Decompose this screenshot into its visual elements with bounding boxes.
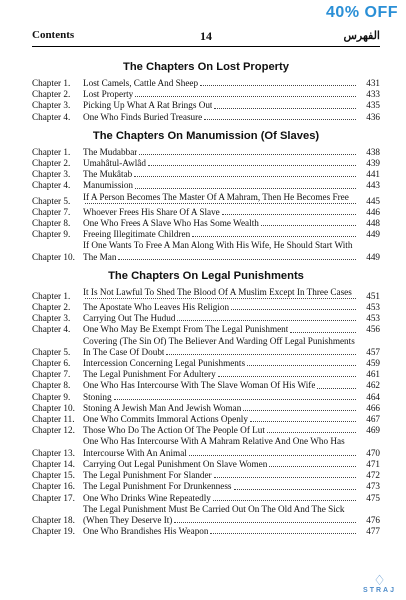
chapter-title-text: Carrying Out Legal Punishment On Slave Women [83, 458, 268, 469]
page-number: 443 [366, 180, 380, 191]
chapter-title [83, 192, 358, 207]
chapter-title-text: The Mukâtab [83, 169, 133, 180]
chapter-title-leader [83, 147, 358, 158]
toc-entry[interactable] [32, 100, 380, 111]
page-number: 459 [366, 358, 380, 369]
dot-leader [148, 165, 356, 166]
chapter-title-text: Lost Property [83, 89, 134, 100]
dot-leader [210, 533, 356, 534]
chapter-title [83, 392, 358, 403]
chapter-label: Chapter 14. [32, 458, 75, 469]
page-number: 435 [366, 100, 380, 111]
chapter-title [83, 89, 358, 100]
page-number: 472 [366, 470, 380, 481]
header-arabic-label: الفهرس [343, 30, 380, 42]
toc-entry[interactable] [32, 147, 380, 158]
toc-entry[interactable] [32, 336, 380, 358]
chapter-title-leader [83, 207, 358, 218]
page-number: 469 [366, 425, 380, 436]
toc-entry[interactable] [32, 414, 380, 425]
chapter-title-text: Carrying Out The Hudud [83, 313, 176, 324]
chapter-title-leader [83, 369, 358, 380]
dot-leader [85, 203, 356, 204]
chapter-title-leader [83, 169, 358, 180]
chapter-title [83, 493, 358, 504]
dot-leader [290, 332, 356, 333]
chapter-label: Chapter 8. [32, 380, 71, 391]
chapter-label: Chapter 7. [32, 369, 71, 380]
page-number: 453 [366, 302, 380, 313]
dot-leader [166, 354, 356, 355]
chapter-title-text: The Man [83, 251, 117, 262]
chapter-title-leader [83, 448, 358, 459]
page-number: 431 [366, 78, 380, 88]
chapter-title [83, 526, 358, 537]
chapter-title-text: Stoning [83, 391, 112, 402]
dot-leader [234, 489, 356, 490]
chapter-title-text: Stoning A Jewish Man And Jewish Woman [83, 402, 242, 413]
chapter-label: Chapter 18. [32, 514, 75, 525]
chapter-label: Chapter 15. [32, 470, 75, 481]
toc-entry[interactable] [32, 436, 380, 458]
page-number: 475 [366, 492, 380, 503]
chapter-label: Chapter 3. [32, 313, 71, 324]
dot-leader [114, 399, 356, 400]
toc-entry[interactable] [32, 112, 380, 123]
toc-entry[interactable] [32, 403, 380, 414]
chapter-title-leader [83, 481, 358, 492]
toc-entry[interactable] [32, 218, 380, 229]
dot-leader [135, 188, 356, 189]
chapter-title-leader [83, 459, 358, 470]
page-number: 473 [366, 481, 380, 492]
dot-leader [204, 119, 356, 120]
toc-entry[interactable] [32, 287, 380, 302]
chapter-title-leader [83, 252, 358, 263]
chapter-title-text: Intercourse With An Animal [83, 447, 187, 458]
chapter-title [83, 425, 358, 436]
dot-leader [222, 214, 356, 215]
page-number: 464 [366, 391, 380, 402]
chapter-label: Chapter 19. [32, 526, 75, 537]
dot-leader [213, 500, 356, 501]
chapter-label: Chapter 11. [32, 414, 75, 425]
chapter-title-leader [83, 515, 358, 526]
dot-leader [118, 259, 356, 260]
chapter-title-text: One Who Has Intercourse With The Slave Woman Of His Wife [83, 380, 316, 391]
toc-entry[interactable] [32, 369, 380, 380]
toc-section [32, 61, 380, 123]
chapter-title-leader [83, 470, 358, 481]
chapter-title-text: One Who Finds Buried Treasure [83, 111, 203, 122]
chapter-label: Chapter 10. [32, 251, 75, 262]
brand-name: STRAJ [363, 587, 396, 594]
page-number: 436 [366, 111, 380, 122]
page-number: 441 [366, 169, 380, 180]
table-of-contents [32, 54, 380, 539]
page-number: 471 [366, 458, 380, 469]
chapter-title-text: The Apostate Who Leaves His Religion [83, 302, 230, 313]
chapter-title-text: Lost Camels, Cattle And Sheep [83, 78, 199, 88]
toc-entry[interactable] [32, 89, 380, 100]
header-divider [32, 46, 380, 47]
chapter-label: Chapter 9. [32, 229, 71, 240]
toc-entry[interactable] [32, 229, 380, 240]
chapter-title-leader [83, 493, 358, 504]
chapter-title [83, 180, 358, 191]
dot-leader [135, 96, 356, 97]
dot-leader [214, 477, 356, 478]
toc-entry[interactable] [32, 459, 380, 470]
page-number: 449 [366, 251, 380, 262]
chapter-title-leader [83, 425, 358, 436]
chapter-title-text: Umahâtul-Awlâd [83, 158, 146, 169]
page-number: 449 [366, 229, 380, 240]
dot-leader [214, 108, 356, 109]
dot-leader [247, 365, 356, 366]
chapter-title [83, 358, 358, 369]
chapter-title-line: It Is Not Lawful To Shed The Blood Of A Muslim Except In Three Cases [83, 286, 352, 297]
chapter-title [83, 169, 358, 180]
header-page-number: 14 [200, 29, 212, 43]
chapter-title-line: If One Wants To Free A Man Along With His Wife, He Should Start With [83, 240, 353, 251]
chapter-title-line: If A Person Becomes The Master Of A Mahram, Then He Becomes Free [83, 191, 349, 202]
chapter-title-line: Covering (The Sin Of) The Believer And Warding Off Legal Punishments [83, 335, 355, 346]
toc-entry[interactable] [32, 392, 380, 403]
chapter-title-line: One Who Has Intercourse With A Mahram Relative And One Who Has [83, 436, 345, 447]
chapter-title-leader [83, 180, 358, 191]
dot-leader [200, 85, 356, 86]
chapter-title-leader [83, 380, 358, 391]
chapter-label: Chapter 10. [32, 402, 75, 413]
dot-leader [139, 154, 356, 155]
chapter-title-text: Freeing Illegitimate Children [83, 229, 191, 240]
chapter-title [83, 78, 358, 89]
chapter-label: Chapter 5. [32, 195, 71, 206]
chapter-label: Chapter 8. [32, 218, 71, 229]
chapter-label: Chapter 4. [32, 111, 71, 122]
page-number: 445 [366, 195, 380, 206]
chapter-title-text: One Who Commits Immoral Actions Openly [83, 414, 248, 425]
chapter-title-text: Whoever Frees His Share Of A Slave [83, 206, 220, 217]
toc-entry[interactable] [32, 358, 380, 369]
chapter-title [83, 112, 358, 123]
chapter-title-line: The Legal Punishment Must Be Carried Out On The Old And The Sick [83, 503, 345, 514]
chapter-title [83, 287, 358, 302]
lantern-icon: ♢ [373, 572, 386, 588]
chapter-title-leader [83, 526, 358, 537]
chapter-title-leader [83, 414, 358, 425]
page-number: 461 [366, 369, 380, 380]
brand-watermark [363, 573, 396, 594]
chapter-title-leader [83, 347, 358, 358]
chapter-title-leader [83, 112, 358, 123]
chapter-label: Chapter 1. [32, 146, 71, 157]
chapter-title [83, 302, 358, 313]
chapter-title-leader [83, 313, 358, 324]
page-number: 476 [366, 514, 380, 525]
chapter-title [83, 229, 358, 240]
chapter-title-text: One Who Drinks Wine Repeatedly [83, 492, 211, 503]
dot-leader [231, 309, 356, 310]
toc-entry[interactable] [32, 504, 380, 526]
dot-leader [174, 522, 356, 523]
dot-leader [189, 455, 356, 456]
dot-leader [243, 410, 356, 411]
chapter-label: Chapter 4. [32, 324, 71, 335]
dot-leader [269, 466, 356, 467]
chapter-label: Chapter 3. [32, 100, 71, 111]
chapter-title-text: In The Case Of Doubt [83, 346, 165, 357]
chapter-title-leader [83, 78, 358, 89]
page-number: 457 [366, 346, 380, 357]
chapter-label: Chapter 7. [32, 206, 71, 217]
chapter-title-text: One Who May Be Exempt From The Legal Punishment [83, 324, 289, 335]
chapter-title [83, 158, 358, 169]
chapter-title [83, 403, 358, 414]
chapter-label: Chapter 13. [32, 447, 75, 458]
chapter-title-text: The Legal Punishment For Adultery [83, 369, 216, 380]
page-number: 451 [366, 290, 380, 301]
chapter-title-leader [83, 392, 358, 403]
toc-entry[interactable] [32, 425, 380, 436]
chapter-title [83, 380, 358, 391]
chapter-title-text: The Legal Punishment For Drunkenness [83, 481, 232, 492]
dot-leader [261, 225, 356, 226]
toc-entry[interactable] [32, 470, 380, 481]
page-number: 448 [366, 218, 380, 229]
chapter-label: Chapter 1. [32, 78, 71, 88]
chapter-label: Chapter 5. [32, 346, 71, 357]
chapter-title [83, 147, 358, 158]
page-number: 462 [366, 380, 380, 391]
page-number: 477 [366, 526, 380, 537]
chapter-title-text: Manumission [83, 180, 134, 191]
toc-entry[interactable] [32, 493, 380, 504]
dot-leader [250, 421, 356, 422]
page-number: 456 [366, 324, 380, 335]
chapter-title [83, 313, 358, 324]
chapter-title [83, 470, 358, 481]
chapter-title [83, 459, 358, 470]
chapter-label: Chapter 12. [32, 425, 75, 436]
chapter-title-leader [83, 324, 358, 335]
chapter-title [83, 100, 358, 111]
chapter-title [83, 336, 358, 358]
toc-section [32, 130, 380, 263]
dot-leader [267, 432, 356, 433]
chapter-title-text: The Legal Punishment For Slander [83, 470, 212, 481]
toc-entry[interactable] [32, 302, 380, 313]
chapter-title-leader [83, 358, 358, 369]
toc-entry[interactable] [32, 240, 380, 262]
toc-entry[interactable] [32, 180, 380, 191]
toc-entry[interactable] [32, 192, 380, 207]
chapter-label: Chapter 17. [32, 492, 75, 503]
chapter-label: Chapter 2. [32, 89, 71, 100]
chapter-title-leader [83, 302, 358, 313]
section-title: The Chapters On Lost Property [123, 61, 289, 73]
chapter-label: Chapter 9. [32, 391, 71, 402]
page-header [32, 29, 380, 45]
chapter-title [83, 369, 358, 380]
toc-entry[interactable] [32, 324, 380, 335]
chapter-title-text: Intercession Concerning Legal Punishments [83, 358, 246, 369]
page-number: 438 [366, 146, 380, 157]
chapter-title-leader [83, 229, 358, 240]
chapter-title-leader [83, 158, 358, 169]
toc-entry[interactable] [32, 207, 380, 218]
header-contents-label: Contents [32, 29, 75, 41]
dot-leader [177, 320, 356, 321]
dot-leader [192, 236, 356, 237]
chapter-title-leader [83, 89, 358, 100]
chapter-label: Chapter 4. [32, 180, 71, 191]
chapter-title-text: (When They Deserve It) [83, 514, 173, 525]
page-number: 470 [366, 447, 380, 458]
chapter-label: Chapter 1. [32, 290, 71, 301]
chapter-title [83, 324, 358, 335]
page-number: 466 [366, 402, 380, 413]
section-title: The Chapters On Legal Punishments [108, 269, 304, 282]
page-number: 446 [366, 206, 380, 217]
chapter-title [83, 240, 358, 262]
chapter-label: Chapter 6. [32, 358, 71, 369]
toc-entry[interactable] [32, 481, 380, 492]
chapter-title [83, 504, 358, 526]
chapter-title [83, 414, 358, 425]
chapter-title [83, 218, 358, 229]
chapter-title-text: One Who Brandishes His Weapon [83, 526, 209, 537]
chapter-title-text: Picking Up What A Rat Brings Out [83, 100, 213, 111]
chapter-title-leader [83, 218, 358, 229]
chapter-label: Chapter 2. [32, 302, 71, 313]
chapter-label: Chapter 3. [32, 169, 71, 180]
dot-leader [85, 298, 356, 299]
chapter-title [83, 207, 358, 218]
chapter-label: Chapter 16. [32, 481, 75, 492]
page-number: 467 [366, 414, 380, 425]
toc-entry[interactable] [32, 78, 380, 89]
page-number: 433 [366, 89, 380, 100]
section-title: The Chapters On Manumission (Of Slaves) [92, 129, 320, 142]
chapter-title [83, 436, 358, 458]
chapter-title-text: Those Who Do The Action Of The People Of Lut [83, 425, 265, 436]
dot-leader [317, 388, 356, 389]
page-number: 453 [366, 313, 380, 324]
chapter-title [83, 481, 358, 492]
page-number: 439 [366, 158, 380, 169]
chapter-title-text: The Mudabbar [83, 146, 138, 157]
toc-section [32, 270, 380, 537]
chapter-title-text: One Who Frees A Slave Who Has Some Wealth [83, 218, 259, 229]
chapter-label: Chapter 2. [32, 158, 71, 169]
toc-entry[interactable] [32, 169, 380, 180]
chapter-title-leader [83, 100, 358, 111]
toc-entry[interactable] [32, 380, 380, 391]
discount-badge[interactable]: 40% OFF [326, 4, 398, 21]
dot-leader [134, 176, 356, 177]
toc-entry[interactable] [32, 526, 380, 537]
toc-entry[interactable] [32, 313, 380, 324]
toc-entry[interactable] [32, 158, 380, 169]
chapter-title-leader [83, 403, 358, 414]
dot-leader [218, 376, 356, 377]
